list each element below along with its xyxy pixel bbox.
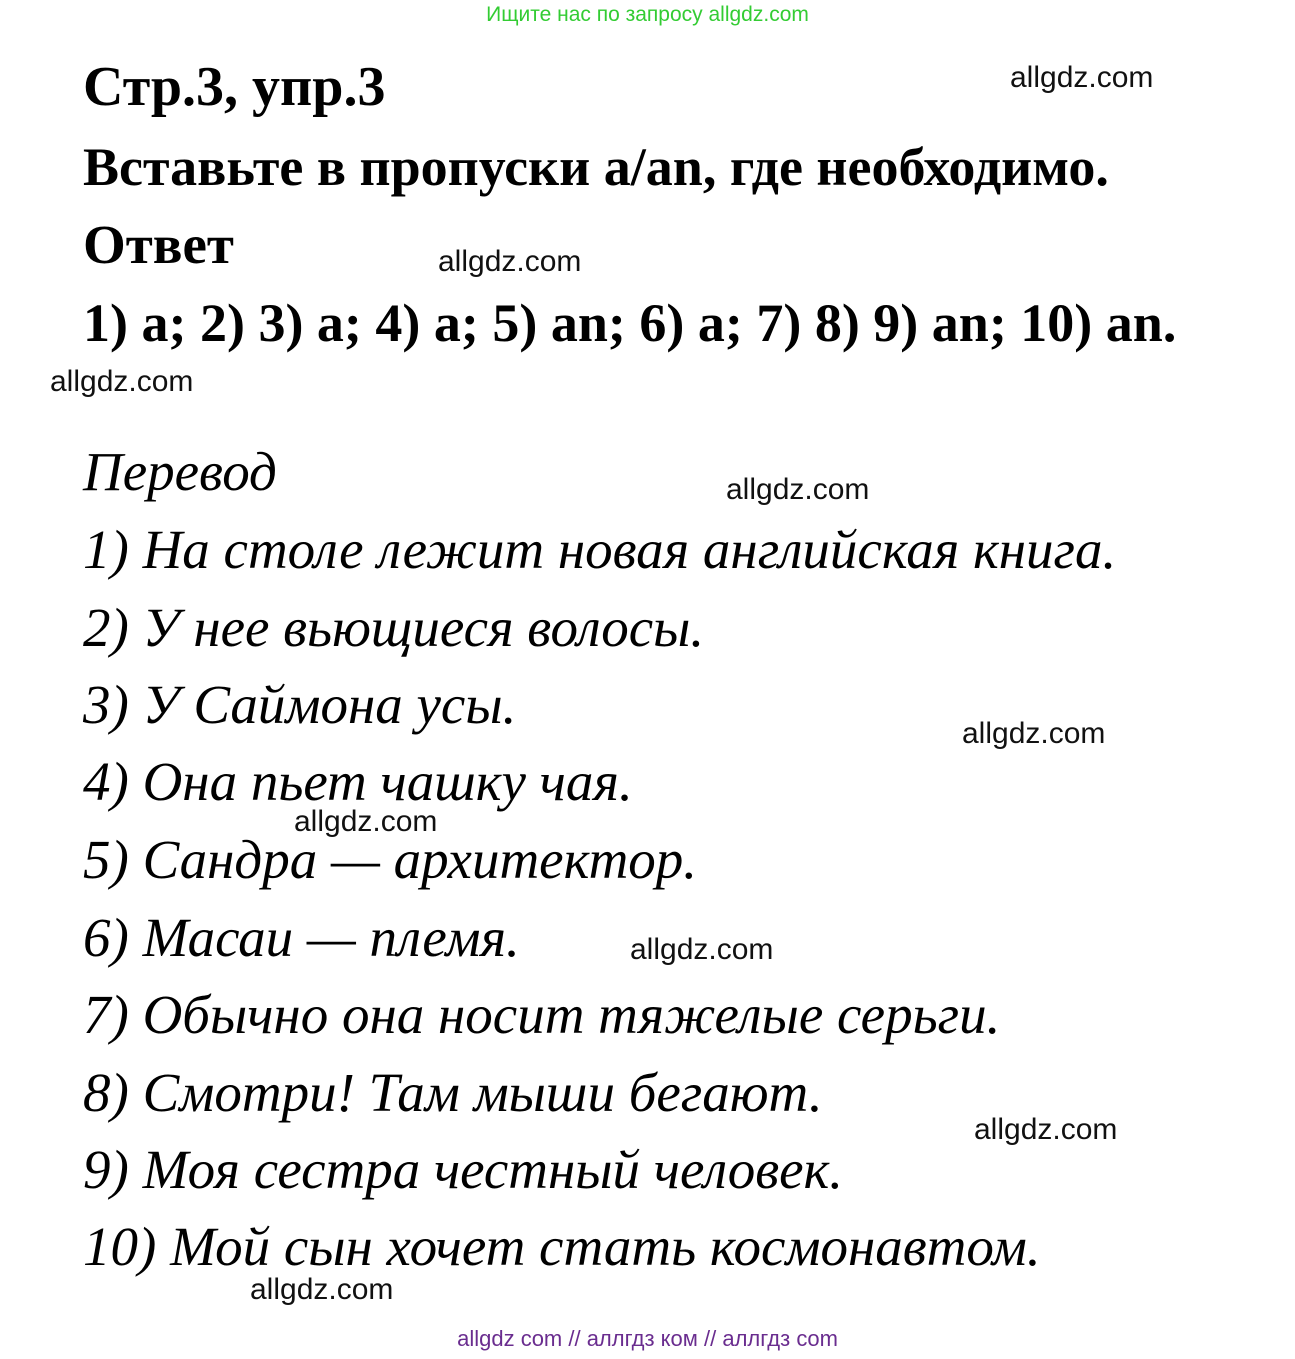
translation-heading: Перевод (83, 441, 277, 502)
watermark: allgdz.com (974, 1113, 1118, 1146)
watermark: allgdz.com (438, 245, 582, 278)
translation-line: 8) Смотри! Там мыши бегают. (83, 1062, 823, 1123)
watermark: allgdz.com (50, 365, 194, 398)
watermark: allgdz.com (1010, 61, 1154, 94)
watermark: allgdz.com (294, 805, 438, 838)
footer-text: allgdz com // аллгдз ком // аллгдз com (457, 1326, 838, 1351)
answer-text: 1) a; 2) 3) a; 4) a; 5) an; 6) a; 7) 8) 9) an; 10) an. (83, 293, 1177, 353)
translation-line: 7) Обычно она носит тяжелые серьги. (83, 984, 1001, 1045)
watermark: allgdz.com (726, 473, 870, 506)
translation-line: 10) Мой сын хочет стать космонавтом. (83, 1216, 1041, 1277)
translation-line: 3) У Саймона усы. (83, 674, 517, 735)
page-title: Стр.3, упр.3 (83, 56, 386, 118)
watermark: allgdz.com (962, 717, 1106, 750)
translation-line: 2) У нее вьющиеся волосы. (83, 597, 705, 658)
task-instruction: Вставьте в пропуски a/an, где необходимо. (83, 137, 1109, 197)
translation-line: 1) На столе лежит новая английская книга. (83, 519, 1117, 580)
translation-line: 9) Моя сестра честный человек. (83, 1139, 843, 1200)
translation-line: 5) Сандра — архитектор. (83, 829, 698, 890)
translation-line: 4) Она пьет чашку чая. (83, 751, 633, 812)
watermark: allgdz.com (630, 933, 774, 966)
translation-line: 6) Масаи — племя. (83, 907, 520, 968)
top-banner: Ищите нас по запросу allgdz.com (486, 3, 809, 26)
watermark: allgdz.com (250, 1273, 394, 1306)
answer-label: Ответ (83, 214, 234, 275)
